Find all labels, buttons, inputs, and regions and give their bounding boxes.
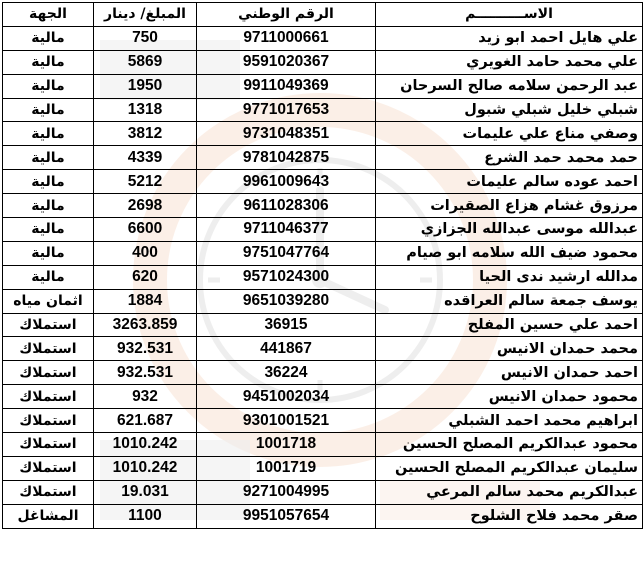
cell-full-name: محمود حمدان الانيس [376, 385, 643, 409]
cell-department: مالية [3, 26, 94, 50]
table-row [3, 337, 643, 361]
cell-national-id: 9271004995 [197, 480, 376, 504]
header-amount: المبلغ/ دينار [94, 3, 197, 27]
table-row [3, 409, 643, 433]
table-body [3, 26, 643, 528]
table-row [3, 194, 643, 218]
table-row [3, 241, 643, 265]
table-row [3, 433, 643, 457]
cell-full-name: ابراهيم محمد احمد الشبلي [376, 409, 643, 433]
cell-amount: 400 [94, 241, 197, 265]
cell-department: مالية [3, 194, 94, 218]
cell-national-id: 9591020367 [197, 50, 376, 74]
cell-full-name: يوسف جمعة سالم العراقده [376, 289, 643, 313]
cell-department: استملاك [3, 409, 94, 433]
table-row [3, 480, 643, 504]
table-row [3, 218, 643, 242]
cell-national-id: 9611028306 [197, 194, 376, 218]
cell-full-name: محمود ضيف الله سلامه ابو صيام [376, 241, 643, 265]
cell-amount: 5212 [94, 170, 197, 194]
header-national-id: الرقم الوطني [197, 3, 376, 27]
cell-full-name: احمد عوده سالم عليمات [376, 170, 643, 194]
cell-full-name: مرزوق غشام هزاع الصقيرات [376, 194, 643, 218]
cell-national-id: 1001718 [197, 433, 376, 457]
cell-amount: 1100 [94, 504, 197, 528]
cell-department: مالية [3, 265, 94, 289]
cell-national-id: 36224 [197, 361, 376, 385]
cell-department: مالية [3, 218, 94, 242]
table-row [3, 50, 643, 74]
cell-amount: 4339 [94, 146, 197, 170]
table-row [3, 289, 643, 313]
cell-amount: 750 [94, 26, 197, 50]
cell-national-id: 9451002034 [197, 385, 376, 409]
cell-department: المشاغل [3, 504, 94, 528]
cell-department: مالية [3, 50, 94, 74]
cell-national-id: 9751047764 [197, 241, 376, 265]
cell-national-id: 1001719 [197, 456, 376, 480]
table-row [3, 385, 643, 409]
cell-amount: 1950 [94, 74, 197, 98]
cell-full-name: عبد الرحمن سلامه صالح السرحان [376, 74, 643, 98]
cell-full-name: احمد حمدان الانيس [376, 361, 643, 385]
table-row [3, 74, 643, 98]
table-row [3, 98, 643, 122]
cell-national-id: 9911049369 [197, 74, 376, 98]
cell-amount: 6600 [94, 218, 197, 242]
cell-national-id: 36915 [197, 313, 376, 337]
cell-department: استملاك [3, 337, 94, 361]
cell-national-id: 9571024300 [197, 265, 376, 289]
cell-national-id: 9301001521 [197, 409, 376, 433]
cell-department: مالية [3, 122, 94, 146]
cell-full-name: محمد حمدان الانيس [376, 337, 643, 361]
header-row [3, 3, 643, 27]
cell-department: استملاك [3, 456, 94, 480]
table-row [3, 313, 643, 337]
cell-amount: 621.687 [94, 409, 197, 433]
cell-department: اثمان مياه [3, 289, 94, 313]
cell-national-id: 9731048351 [197, 122, 376, 146]
cell-amount: 5869 [94, 50, 197, 74]
cell-full-name: علي هايل احمد ابو زيد [376, 26, 643, 50]
cell-national-id: 9771017653 [197, 98, 376, 122]
table-row [3, 170, 643, 194]
cell-amount: 1318 [94, 98, 197, 122]
cell-national-id: 9781042875 [197, 146, 376, 170]
cell-national-id: 9711046377 [197, 218, 376, 242]
cell-full-name: سليمان عبدالكريم المصلح الحسين [376, 456, 643, 480]
header-department: الجهة [3, 3, 94, 27]
payments-table [2, 2, 643, 529]
cell-department: استملاك [3, 361, 94, 385]
cell-amount: 2698 [94, 194, 197, 218]
table-row [3, 26, 643, 50]
cell-full-name: عبدالله موسى عبدالله الجزازي [376, 218, 643, 242]
cell-amount: 1010.242 [94, 433, 197, 457]
table-row [3, 456, 643, 480]
cell-full-name: وصفي مناع علي عليمات [376, 122, 643, 146]
cell-department: استملاك [3, 480, 94, 504]
cell-amount: 932.531 [94, 361, 197, 385]
cell-amount: 932 [94, 385, 197, 409]
cell-full-name: محمود عبدالكريم المصلح الحسين [376, 433, 643, 457]
cell-full-name: احمد علي حسين المفلح [376, 313, 643, 337]
cell-amount: 3263.859 [94, 313, 197, 337]
cell-national-id: 9651039280 [197, 289, 376, 313]
cell-amount: 932.531 [94, 337, 197, 361]
cell-department: مالية [3, 74, 94, 98]
cell-national-id: 9951057654 [197, 504, 376, 528]
cell-department: استملاك [3, 385, 94, 409]
table-row [3, 146, 643, 170]
cell-department: مالية [3, 146, 94, 170]
cell-amount: 620 [94, 265, 197, 289]
cell-amount: 3812 [94, 122, 197, 146]
cell-national-id: 9961009643 [197, 170, 376, 194]
cell-amount: 1010.242 [94, 456, 197, 480]
table-row [3, 361, 643, 385]
cell-department: استملاك [3, 433, 94, 457]
cell-full-name: صقر محمد فلاح الشلوح [376, 504, 643, 528]
table-row [3, 122, 643, 146]
cell-department: مالية [3, 241, 94, 265]
table-row [3, 265, 643, 289]
cell-full-name: علي محمد حامد الغويري [376, 50, 643, 74]
cell-national-id: 441867 [197, 337, 376, 361]
cell-full-name: عبدالكريم محمد سالم المرعي [376, 480, 643, 504]
cell-department: مالية [3, 98, 94, 122]
cell-department: استملاك [3, 313, 94, 337]
header-name: الاســــــــــم [376, 3, 643, 27]
cell-national-id: 9711000661 [197, 26, 376, 50]
cell-full-name: حمد محمد حمد الشرع [376, 146, 643, 170]
table-row [3, 504, 643, 528]
cell-amount: 19.031 [94, 480, 197, 504]
cell-amount: 1884 [94, 289, 197, 313]
cell-full-name: شبلي خليل شبلي شبول [376, 98, 643, 122]
cell-full-name: مدالله ارشيد ندى الحيا [376, 265, 643, 289]
cell-department: مالية [3, 170, 94, 194]
